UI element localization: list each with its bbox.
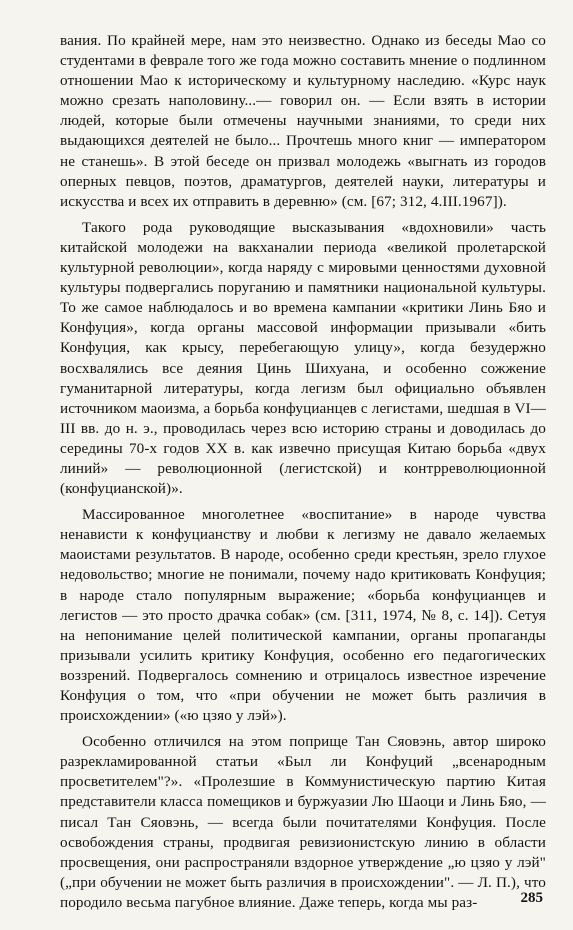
paragraph-1: вания. По крайней мере, нам это неизвестно. Однако из беседы Мао со студентами в феврале того же года можно составить мнение о подлинном отношении Мао к историческому и культурному наследию. «Курс наук можно срезать наполовину...— говорил он. — Если взять в истории людей, которые были отмечены научными знаниями, то среди них выдающихся деятелей не было... Прочтешь много книг — императором не станешь». В этой беседе он призвал молодежь «выгнать из городов оперных певцов, поэтов, драматургов, деятелей науки, литературы и искусства и всех их отправить в деревню» (см. [67; 312, 4.III.1967]). [60,32,546,210]
paragraph-3: Массированное многолетнее «воспитание» в народе чувства ненависти к конфуцианству и любви к легизму не давало желаемых маоистами результатов. В народе, особенно среди крестьян, зрело глухое недовольство; многие не понимали, почему надо критиковать Конфуция; в народе стало популярным выражение; «борьба конфуцианцев и легистов — это просто драчка собак» (см. [311, 1974, № 8, с. 14]). Сетуя на непонимание целей политической кампании, органы пропаганды призывали усилить критику Конфуция, особенно его педагогических воззрений. Подвергалось сомнению и отрицалось известное изречение Конфуция о том, что «при обучении не может быть различия в происхождении» («ю цзяо у лэй»). [60,506,546,725]
paragraph-4: Особенно отличился на этом поприще Тан Сяовэнь, автор широко разрекламированной статьи «Был ли Конфуций „всенародным просветителем"?». «Пролезшие в Коммунистическую партию Китая представители класса помещиков и буржуазии Лю Шаоци и Линь Бяо, — писал Тан Сяовэнь, — всегда были почитателями Конфуция. После освобождения страны, продвигая ревизионистскую линию в области просвещения, они распространяли вздорное утверждение „ю цзяо у лэй" („при обучении не может быть различия в происхождении". — Л. П.), что породило весьма пагубное влияние. Даже теперь, когда мы раз- [60,733,546,911]
body-text [60,31,546,913]
page-number: 285 [520,890,543,906]
paragraph-2: Такого рода руководящие высказывания «вдохновили» часть китайской молодежи на вакханалии периода «великой пролетарской культурной революции», когда наряду с мировыми ценностями духовной культуры подвергались поруганию и памятники национальной культуры. То же самое наблюдалось и во времена кампании «критики Линь Бяо и Конфуция», когда органы массовой информации призывали «бить Конфуция, как крысу, перебегающую улицу», когда безудержно восхвалялись все деяния Цинь Шихуана, и особенно сожжение гуманитарной литературы, когда легизм был официально объявлен источником маоизма, а борьба конфуцианцев с легистами, шедшая в VI—III вв. до н. э., проводилась через всю историю страны и доводилась до середины 70-х годов XX в. как извечно присущая Китаю борьба «двух линий» — революционной (легистской) и контрреволюционной (конфуцианской)». [60,218,546,498]
